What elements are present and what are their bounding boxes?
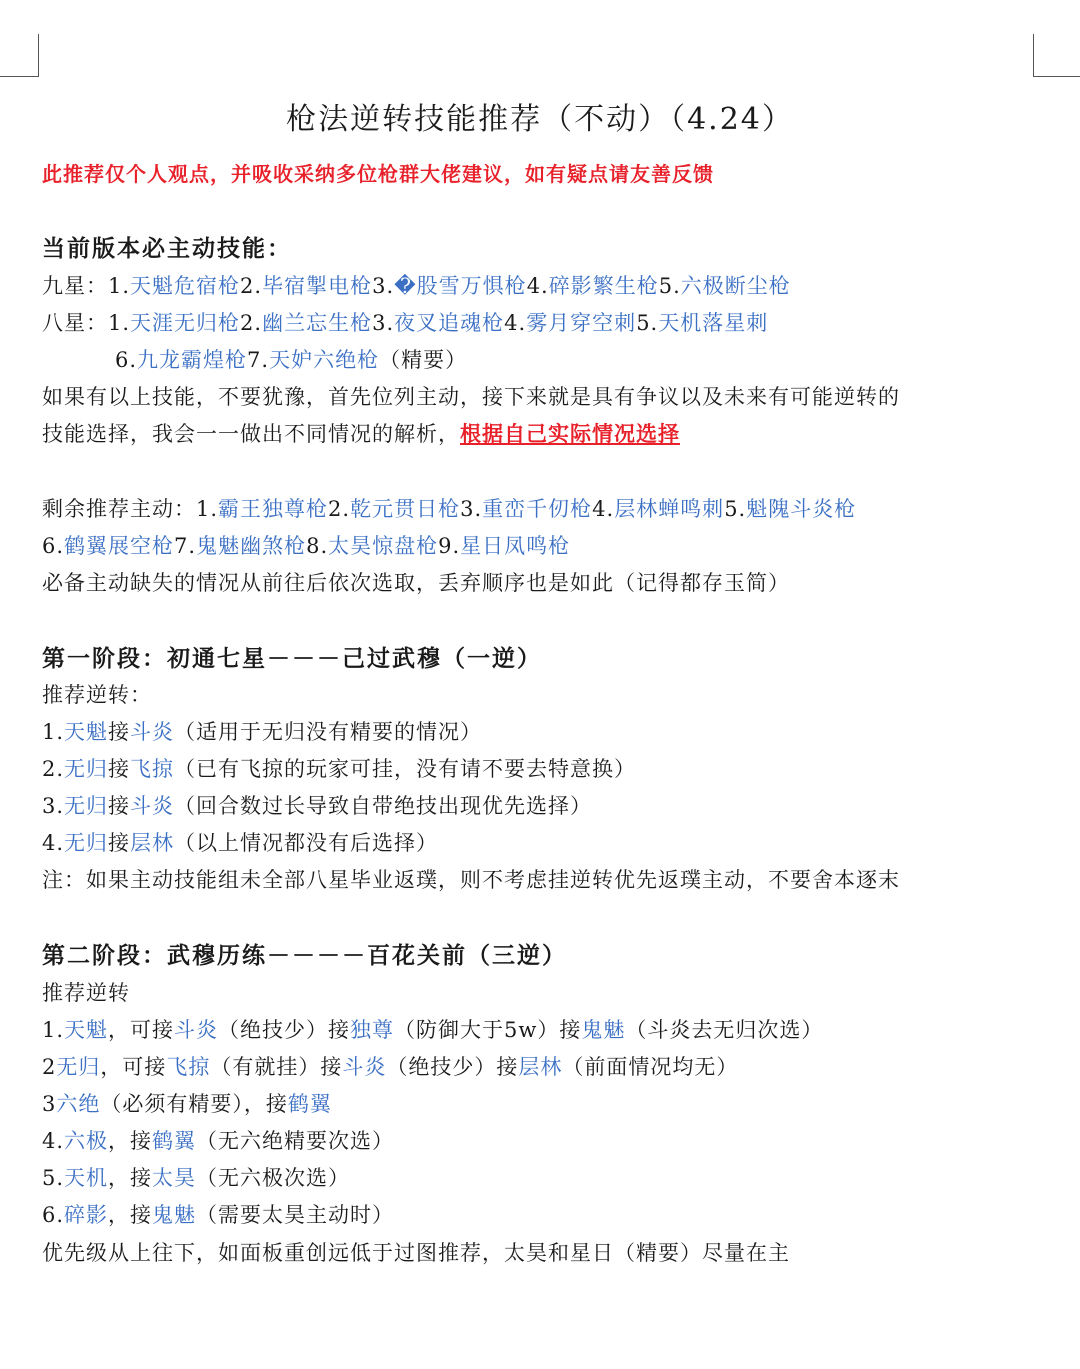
skill-name: 天妒六绝枪 xyxy=(269,348,380,372)
stage1-heading: 第一阶段：初通七星－－－己过武穆（一逆） xyxy=(42,646,542,672)
stage2-item xyxy=(42,1051,738,1081)
skill-name: 鹤翼 xyxy=(287,1092,332,1116)
skill-name: 天魁 xyxy=(64,720,109,744)
rest-line-2 xyxy=(42,530,570,560)
nine-star-line xyxy=(42,270,791,300)
num: 4. xyxy=(504,311,527,335)
nine-star-prefix: 九星： xyxy=(42,274,108,298)
text: （无六极次选） xyxy=(196,1166,351,1190)
num: 5. xyxy=(724,497,747,521)
num: 1. xyxy=(42,1018,65,1042)
text: （回合数过长导致自带绝技出现优先选择） xyxy=(174,794,593,818)
skill-name: 独尊 xyxy=(350,1018,395,1042)
rest-line-1 xyxy=(42,493,856,523)
num: 2. xyxy=(42,757,65,781)
text: （前面情况均无） xyxy=(562,1055,739,1079)
num: 6. xyxy=(42,1203,65,1227)
num: 9. xyxy=(438,534,461,558)
skill-name: 重峦千仞枪 xyxy=(482,497,593,521)
stage1-item xyxy=(42,790,592,820)
stage2-item xyxy=(42,1125,394,1155)
eight-star-line-2 xyxy=(115,344,467,374)
num: 4. xyxy=(42,831,65,855)
text: （绝技少）接 xyxy=(386,1055,519,1079)
stage2-subheading: 推荐逆转 xyxy=(42,981,130,1005)
skill-name: 碎影繁生枪 xyxy=(548,274,659,298)
stage1-item xyxy=(42,716,482,746)
text: ，可接 xyxy=(100,1055,167,1079)
skill-name: 六绝 xyxy=(56,1092,101,1116)
num: 4. xyxy=(526,274,549,298)
paragraph-text: 技能选择，我会一一做出不同情况的解析， xyxy=(42,422,460,446)
num: 5. xyxy=(658,274,681,298)
skill-name: 层林 xyxy=(130,831,175,855)
stage2-item xyxy=(42,1088,332,1118)
text: （斗炎去无归次选） xyxy=(625,1018,824,1042)
text: ，接 xyxy=(108,1166,153,1190)
text: （以上情况都没有后选择） xyxy=(174,831,439,855)
stage1-subheading: 推荐逆转： xyxy=(42,683,152,707)
skill-name: 层林蝉鸣刺 xyxy=(614,497,725,521)
skill-name: 六极断尘枪 xyxy=(680,274,791,298)
note: （精要） xyxy=(379,348,468,372)
skill-name: 鹤翼 xyxy=(152,1129,197,1153)
skill-name: 天机落星刺 xyxy=(658,311,769,335)
skill-name: 无归 xyxy=(64,757,109,781)
skill-name: 无归 xyxy=(56,1055,101,1079)
skill-name: 太昊 xyxy=(152,1166,197,1190)
skill-name: 星日凤鸣枪 xyxy=(460,534,571,558)
num: 4. xyxy=(42,1129,65,1153)
page-corner-mark-right xyxy=(1033,34,1080,77)
skill-name: 幽兰忘生枪 xyxy=(262,311,373,335)
num: 6. xyxy=(115,348,138,372)
num: 5. xyxy=(42,1166,65,1190)
skill-name: 鬼魅 xyxy=(152,1203,197,1227)
skill-name: 斗炎 xyxy=(130,720,175,744)
skill-name: 斗炎 xyxy=(130,794,175,818)
stage2-item xyxy=(42,1162,350,1192)
text: ，可接 xyxy=(108,1018,175,1042)
skill-name: 天魁危宿枪 xyxy=(130,274,241,298)
text: （防御大于5w）接 xyxy=(394,1018,582,1042)
stage2-heading: 第二阶段：武穆历练－－－－百花关前（三逆） xyxy=(42,943,567,969)
paragraph: 如果有以上技能，不要犹豫，首先位列主动，接下来就是具有争议以及未来有可能逆转的 xyxy=(42,385,900,409)
num: 1. xyxy=(42,720,65,744)
skill-name: 层林 xyxy=(518,1055,563,1079)
num: 2. xyxy=(240,274,263,298)
skill-name: �股雪万惧枪 xyxy=(394,274,527,298)
num: 3. xyxy=(372,274,395,298)
text: （已有飞掠的玩家可挂，没有请不要去特意换） xyxy=(174,757,637,781)
section-heading-main: 当前版本必主动技能： xyxy=(42,236,292,262)
skill-name: 夜叉追魂枪 xyxy=(394,311,505,335)
page-corner-mark-left xyxy=(0,34,39,77)
num: 3. xyxy=(372,311,395,335)
skill-name: 九龙霸煌枪 xyxy=(137,348,248,372)
stage2-item xyxy=(42,1199,394,1229)
skill-name: 无归 xyxy=(64,831,109,855)
num: 2. xyxy=(328,497,351,521)
text: 接 xyxy=(108,720,131,744)
num: 5. xyxy=(636,311,659,335)
stage1-item xyxy=(42,827,438,857)
skill-name: 碎影 xyxy=(64,1203,109,1227)
text: ，接 xyxy=(108,1129,153,1153)
num: 4. xyxy=(592,497,615,521)
paragraph xyxy=(42,418,680,448)
num: 7. xyxy=(174,534,197,558)
skill-name: 天魁 xyxy=(64,1018,109,1042)
num: 7. xyxy=(247,348,270,372)
text: （需要太昊主动时） xyxy=(196,1203,395,1227)
skill-name: 天涯无归枪 xyxy=(130,311,241,335)
stage2-note: 优先级从上往下，如面板重创远低于过图推荐，太昊和星日（精要）尽量在主 xyxy=(42,1241,790,1265)
num: 2. xyxy=(240,311,263,335)
rest-prefix: 剩余推荐主动： xyxy=(42,497,196,521)
emphasis-text: 根据自己实际情况选择 xyxy=(460,422,680,446)
num: 1. xyxy=(196,497,219,521)
text: 接 xyxy=(108,757,131,781)
num: 1. xyxy=(108,274,131,298)
num: 3. xyxy=(42,794,65,818)
text: （必须有精要），接 xyxy=(100,1092,288,1116)
text: （无六绝精要次选） xyxy=(196,1129,395,1153)
skill-name: 鬼魅 xyxy=(581,1018,626,1042)
rest-note: 必备主动缺失的情况从前往后依次选取，丢弃顺序也是如此（记得都存玉简） xyxy=(42,571,790,595)
eight-star-prefix: 八星： xyxy=(42,311,108,335)
skill-name: 毕宿掣电枪 xyxy=(262,274,373,298)
skill-name: 飞掠 xyxy=(166,1055,211,1079)
skill-name: 乾元贯日枪 xyxy=(350,497,461,521)
stage2-item xyxy=(42,1014,823,1044)
skill-name: 霸王独尊枪 xyxy=(218,497,329,521)
text: 接 xyxy=(108,794,131,818)
skill-name: 魁隗斗炎枪 xyxy=(746,497,857,521)
num: 3. xyxy=(460,497,483,521)
skill-name: 太昊惊盘枪 xyxy=(328,534,439,558)
num: 1. xyxy=(108,311,131,335)
skill-name: 雾月穿空刺 xyxy=(526,311,637,335)
skill-name: 鬼魅幽煞枪 xyxy=(196,534,307,558)
stage1-item xyxy=(42,753,636,783)
disclaimer: 此推荐仅个人观点，并吸收采纳多位枪群大佬建议，如有疑点请友善反馈 xyxy=(42,162,714,186)
text: （适用于无归没有精要的情况） xyxy=(174,720,483,744)
skill-name: 天机 xyxy=(64,1166,109,1190)
skill-name: 飞掠 xyxy=(130,757,175,781)
stage1-note: 注：如果主动技能组未全部八星毕业返璞，则不考虑挂逆转优先返璞主动，不要舍本逐末 xyxy=(42,868,900,892)
text: （有就挂）接 xyxy=(210,1055,343,1079)
eight-star-line xyxy=(42,307,768,337)
skill-name: 无归 xyxy=(64,794,109,818)
skill-name: 六极 xyxy=(64,1129,109,1153)
skill-name: 斗炎 xyxy=(342,1055,387,1079)
num: 6. xyxy=(42,534,65,558)
num: 3 xyxy=(42,1092,57,1116)
text: ，接 xyxy=(108,1203,153,1227)
skill-name: 斗炎 xyxy=(174,1018,219,1042)
text: 接 xyxy=(108,831,131,855)
num: 2 xyxy=(42,1055,57,1079)
document-title: 枪法逆转技能推荐（不动）（4.24） xyxy=(286,102,794,137)
num: 8. xyxy=(306,534,329,558)
text: （绝技少）接 xyxy=(218,1018,351,1042)
skill-name: 鹤翼展空枪 xyxy=(64,534,175,558)
